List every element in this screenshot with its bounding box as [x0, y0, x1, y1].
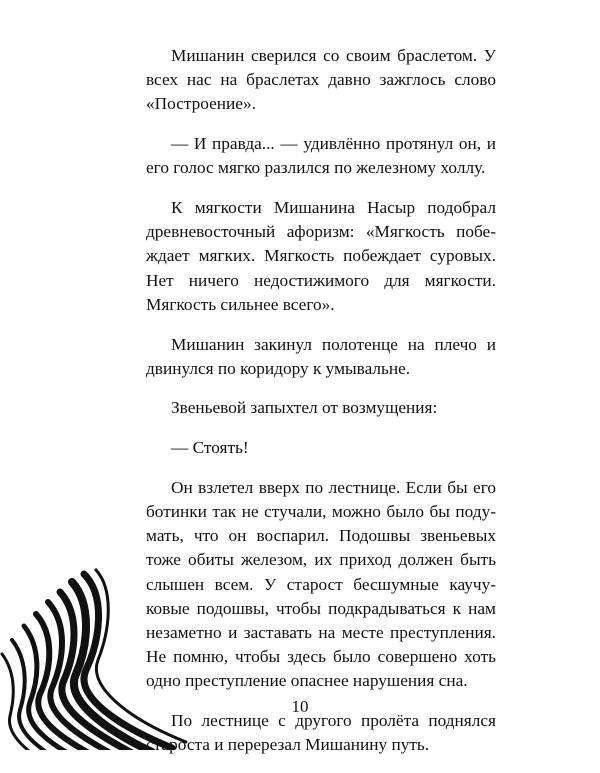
paragraph: Звеньевой запыхтел от возмущения: [171, 398, 438, 418]
paragraph: Он взлетел вверх по лестнице. Если бы его ботинки так не стучали, можно было бы подумать, что он воспарил. Подошвы звеньевых тоже обиты железом, их приход должен быть слышен всем. У старост бесшумные каучуковые подошвы, чтобы подкрадываться к нам незаметно и заставать на месте преступления. Не помню, чтобы здесь было совершено хоть одно преступление опаснее нарушения сна. [146, 477, 496, 691]
paragraph: — Стоять! [171, 438, 249, 458]
paragraph: Мишанин сверился со своим браслетом. У всех нас на браслетах давно зажглось слово «Построение». [146, 46, 496, 114]
paragraph: По лестнице с другого пролёта поднялся староста и перерезал Мишанину путь. [146, 711, 496, 755]
page-number: 10 [291, 697, 309, 716]
main-text [146, 44, 496, 773]
paragraph: К мягкости Мишанина Насыр подобрал древневосточный афоризм: «Мягкость побеждает мягких. Мягкость побеждает суровых. Нет ничего недостижимого для мягкости. Мягкость сильнее всего». [146, 198, 496, 314]
paragraph: Мишанин закинул полотенце на плечо и двинулся по коридору к умывальне. [146, 334, 496, 378]
paragraph: — И правда... — удивлённо протянул он, и его голос мягко разлился по железному холлу. [146, 134, 496, 178]
